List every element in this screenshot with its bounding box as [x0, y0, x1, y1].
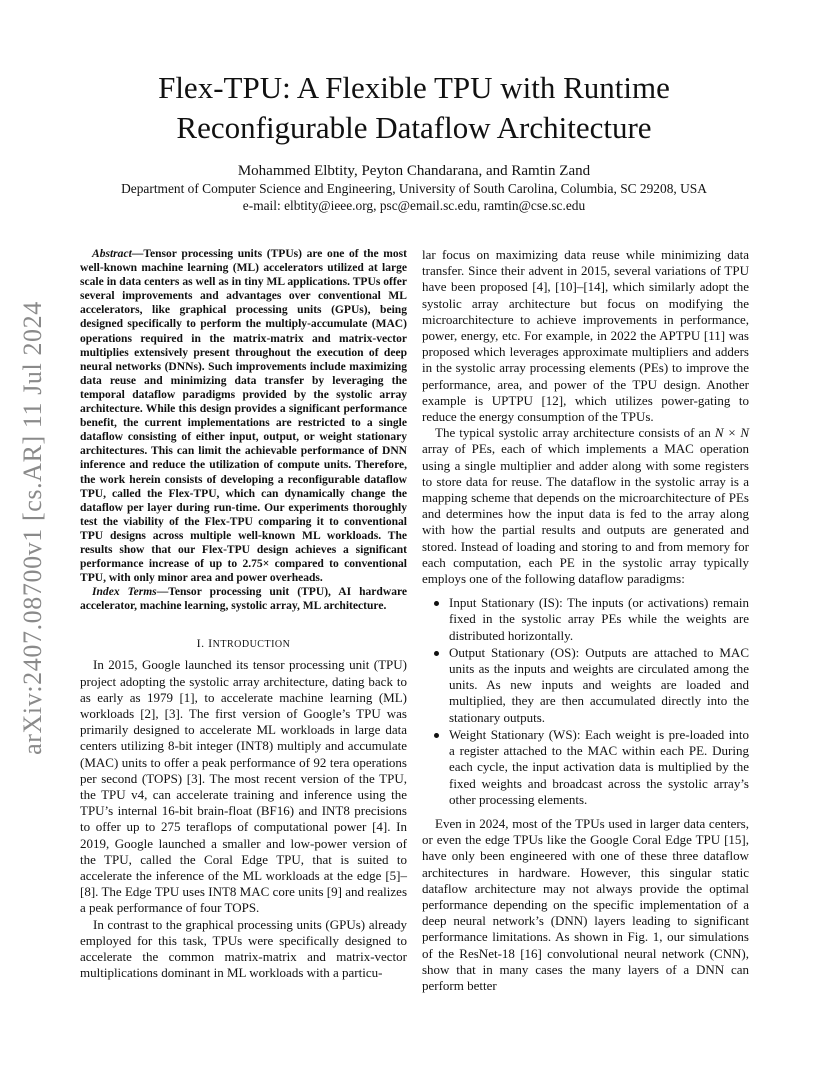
systolic-text-after: array of PEs, each of which implements a MAC operation using a single multiplier and adder along with some registers to store data for reuse. The dataflow in the systolic array is a mapping scheme that depends on the microarchitecture of PEs and determines how the input data is fed to the array along with how the partial results and outputs are generated and stored. Instead of loading and storing to and from memory for each computation, each PE in the systolic array typically employs one of the following dataflow paradigms:	[422, 441, 749, 587]
right-column	[422, 247, 749, 994]
arxiv-watermark	[18, 295, 48, 760]
list-item	[422, 595, 749, 644]
abstract-text: —Tensor processing units (TPUs) are one of the most well-known machine learning (ML) accelerators utilized at large scale in data centers as well as in tiny ML applications. TPUs offer several improvements and advantages over conventional ML accelerators, like graphical processing units (GPUs), being designed specifically to perform the multiply-accumulate (MAC) operations required in the matrix-matrix and matrix-vector multiplies extensively present throughout the execution of deep neural networks (DNNs). Such improvements include maximizing data reuse and minimizing data transfer by leveraging the temporal dataflow paradigms provided by the systolic array architecture. While this design provides a significant performance benefit, the current implementations are restricted to a single dataflow consisting of either input, output, or weight stationary architectures. This can limit the achievable performance of DNN inference and reduce the utilization of compute units. Therefore, the work herein consists of developing a reconfigurable dataflow TPU, called the Flex-TPU, which can dynamically change the dataflow per layer during run-time. Our experiments thoroughly test the viability of the Flex-TPU comparing it to conventional TPU designs across multiple well-known ML workloads. The results show that our Flex-TPU design achieves a significant performance increase of up to 2.75× compared to conventional TPU, with only minor area and power overheads.	[80, 248, 407, 585]
index-terms	[80, 585, 407, 613]
list-item	[422, 727, 749, 808]
bullet-icon	[434, 733, 439, 738]
body-paragraph-2024: Even in 2024, most of the TPUs used in larger data centers, or even the edge TPUs like the Google Coral Edge TPU [15], have only been engineered with one of these three dataflow architectures in hardware. However, this singular static dataflow architecture may not always provide the optimal performance depending on the specific implementation of a deep neural network’s (DNN) layers leading to significant performance limitations. As shown in Fig. 1, our simulations of the ResNet-18 [16] convolutional neural network (CNN), show that in many cases the many layers of a DNN can perform better	[422, 815, 749, 993]
index-terms-text: —Tensor processing unit (TPU), AI hardware accelerator, machine learning, systolic array, ML architecture.	[80, 586, 408, 613]
index-terms-label: Index Terms	[92, 586, 157, 599]
email-line: e-mail: elbtity@ieee.org, psc@email.sc.edu, ramtin@cse.sc.edu	[242, 198, 586, 213]
arxiv-id: arXiv:2407.08700v1 [cs.AR] 11 Jul 2024	[18, 300, 48, 755]
intro-paragraph-1: In 2015, Google launched its tensor processing unit (TPU) project adopting the systolic array architecture, dating back to as early as 1979 [1], to accelerate machine learning (ML) workloads [2], [3]. The first version of Google’s TPU was primarily designed to accelerate ML workloads in large data centers utilizing 8-bit integer (INT8) multiply and accumulate (MAC) units to offer a peak performance of 92 tera operations per second (TOPS) [3]. The most recent version of the TPU, the TPU v4, can accelerate training and inference using the TPU’s internal 16-bit brain-float (BF16) and INT8 precisions to offer up to 275 teraflops of computational power [4]. In 2019, Google launched a smaller and low-power version of the TPU, called the Coral Edge TPU, that is suited to accelerate the inference of the ML workloads at the edge [5]–[8]. The Edge TPU uses INT8 MAC core units [9] and realizes a peak performance of four TOPS.	[80, 657, 407, 916]
abstract-label: Abstract	[92, 248, 132, 260]
list-item	[422, 645, 749, 726]
section-heading-rest: NTRODUCTION	[212, 639, 291, 651]
body-paragraph-continued: lar focus on maximizing data reuse while minimizing data transfer. Since their advent in 2015, several variations of TPU have been proposed [4], [10]–[14], which similarly adopt the systolic array architecture but focus on modifying the microarchitecture to achieve improvements in performance, power, energy, etc. For example, in 2022 the APTPU [11] was proposed which leverages approximate multipliers and adders in the systolic array processing elements (PEs) to improve the performance, area, and power of the TPU design. Another example is UPTPU [12], which utilizes power-gating to reduce the energy consumption of the TPUs.	[422, 247, 749, 425]
affiliation: Department of Computer Science and Engineering, University of South Carolina, Columbia, SC 29208, USA	[121, 181, 707, 196]
list-item-text: Input Stationary (IS): The inputs (or activations) remain fixed in the systolic array PEs while the weights are distributed horizontally.	[449, 595, 749, 643]
bullet-icon	[434, 601, 439, 606]
title-line-2: Reconfigurable Dataflow Architecture	[176, 110, 652, 145]
section-numeral: I. I	[196, 636, 213, 651]
title-line-1: Flex-TPU: A Flexible TPU with Runtime	[158, 70, 670, 105]
body-paragraph-systolic	[422, 425, 749, 587]
list-item-text: Weight Stationary (WS): Each weight is pre-loaded into a register attached to the MAC within each PE. During each cycle, the input activation data is multiplied by the fixed weights and broadcast across the systolic array’s other processing elements.	[449, 726, 749, 807]
bullet-icon	[434, 651, 439, 656]
section-heading-introduction	[80, 636, 407, 651]
math-n-by-n: N × N	[714, 425, 749, 441]
paper-title	[60, 68, 768, 148]
systolic-text-before: The typical systolic array architecture consists of an	[435, 425, 715, 441]
list-item-text: Output Stationary (OS): Outputs are attached to MAC units as the inputs and weights are circulated among the units. As new inputs and weights are loaded and multiplied, they are then accumulated directly into the stationary outputs.	[449, 644, 749, 725]
intro-paragraph-2: In contrast to the graphical processing units (GPUs) already employed for this task, TPUs were specifically designed to accelerate the common matrix-matrix and matrix-vector multiplications dominant in ML workloads with a particu-	[80, 916, 407, 981]
dataflow-list	[422, 595, 749, 808]
left-column	[80, 247, 407, 982]
author-list: Mohammed Elbtity, Peyton Chandarana, and Ramtin Zand	[237, 163, 591, 179]
abstract	[80, 247, 407, 585]
